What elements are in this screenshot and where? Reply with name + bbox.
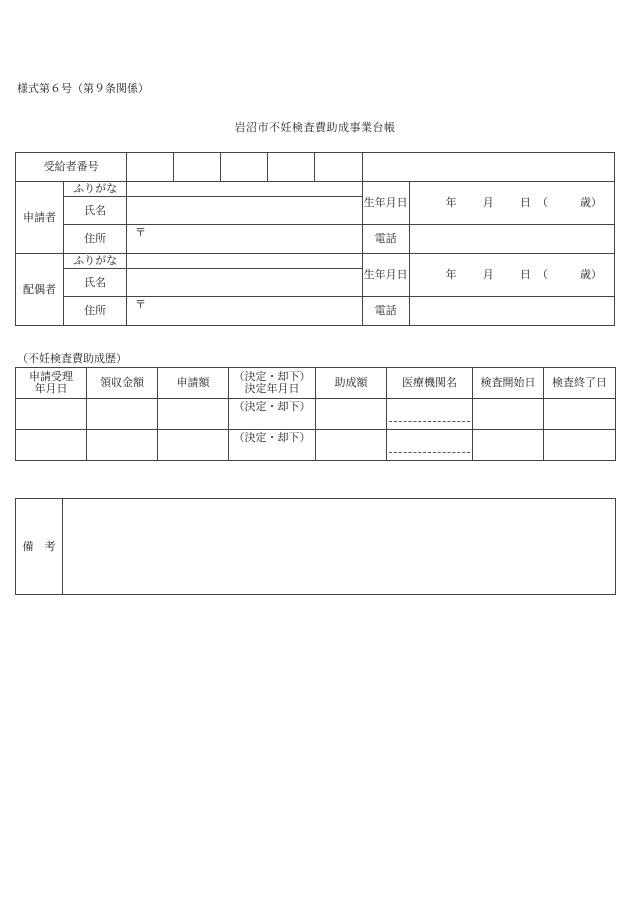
- history-cell[interactable]: [158, 430, 229, 461]
- history-decision-cell[interactable]: [229, 399, 316, 430]
- recipient-number-box[interactable]: [268, 153, 315, 182]
- applicant-table: [15, 152, 615, 326]
- applicant-name-label: 氏名: [64, 197, 127, 225]
- recipient-number-blank: [362, 153, 614, 182]
- recipient-number-label: 受給者番号: [16, 153, 127, 182]
- history-cell[interactable]: [16, 430, 87, 461]
- header-exam-end: 検査終了日: [544, 368, 616, 399]
- birth-month-unit: 月: [482, 196, 494, 209]
- postal-mark-icon: 〒: [135, 298, 147, 311]
- applicant-furigana-label: ふりがな: [64, 182, 127, 197]
- spouse-name-field[interactable]: [127, 269, 362, 297]
- recipient-number-box[interactable]: [174, 153, 221, 182]
- applicant-birthdate-field[interactable]: [409, 182, 614, 225]
- header-receipt-amount: 領収金額: [87, 368, 158, 399]
- decision-placeholder: （決定・却下）: [233, 400, 311, 413]
- applicant-address-field[interactable]: [127, 225, 362, 254]
- birth-age-unit: 歳）: [579, 268, 602, 281]
- spouse-address-field[interactable]: [127, 297, 362, 326]
- history-cell[interactable]: [473, 399, 544, 430]
- applicant-phone-field[interactable]: [409, 225, 614, 254]
- history-institution-cell[interactable]: [387, 430, 473, 461]
- remarks-field[interactable]: [63, 499, 616, 595]
- applicant-address-label: 住所: [64, 225, 127, 254]
- applicant-phone-label: 電話: [362, 225, 409, 254]
- spouse-furigana-label: ふりがな: [64, 254, 127, 269]
- history-table: [15, 367, 616, 461]
- spouse-address-label: 住所: [64, 297, 127, 326]
- postal-mark-icon: 〒: [135, 226, 147, 239]
- birth-month-unit: 月: [482, 268, 494, 281]
- recipient-number-box[interactable]: [315, 153, 362, 182]
- remarks-table: [15, 498, 616, 595]
- birth-year-unit: 年: [445, 268, 457, 281]
- form-number: 様式第６号（第９条関係）: [17, 82, 149, 95]
- birth-year-unit: 年: [445, 196, 457, 209]
- applicant-birthdate-label: 生年月日: [362, 182, 409, 225]
- decision-placeholder: （決定・却下）: [233, 431, 311, 444]
- header-institution: 医療機関名: [387, 368, 473, 399]
- history-cell[interactable]: [316, 430, 387, 461]
- history-cell[interactable]: [16, 399, 87, 430]
- spouse-furigana-field[interactable]: [127, 254, 362, 269]
- spouse-label: 配偶者: [16, 254, 64, 326]
- history-cell[interactable]: [316, 399, 387, 430]
- history-cell[interactable]: [544, 399, 616, 430]
- history-cell[interactable]: [544, 430, 616, 461]
- history-decision-cell[interactable]: [229, 430, 316, 461]
- header-application-amount: 申請額: [158, 368, 229, 399]
- spouse-name-label: 氏名: [64, 269, 127, 297]
- history-caption: （不妊検査費助成歴）: [17, 352, 127, 365]
- remarks-label: 備 考: [16, 499, 63, 595]
- header-exam-start: 検査開始日: [473, 368, 544, 399]
- recipient-number-box[interactable]: [127, 153, 174, 182]
- birth-day-unit: 日（: [519, 268, 554, 281]
- applicant-furigana-field[interactable]: [127, 182, 362, 197]
- history-cell[interactable]: [87, 430, 158, 461]
- spouse-phone-label: 電話: [362, 297, 409, 326]
- history-cell[interactable]: [473, 430, 544, 461]
- history-institution-cell[interactable]: [387, 399, 473, 430]
- applicant-name-field[interactable]: [127, 197, 362, 225]
- page-title: 岩沼市不妊検査費助成事業台帳: [234, 121, 396, 134]
- birth-age-unit: 歳）: [579, 196, 602, 209]
- header-decision-date: （決定・却下） 決定年月日: [229, 368, 316, 399]
- recipient-number-box[interactable]: [221, 153, 268, 182]
- spouse-birthdate-label: 生年月日: [362, 254, 409, 297]
- history-cell[interactable]: [158, 399, 229, 430]
- birth-day-unit: 日（: [519, 196, 554, 209]
- header-subsidy-amount: 助成額: [316, 368, 387, 399]
- applicant-label: 申請者: [16, 182, 64, 254]
- header-received-date: 申請受理 年月日: [16, 368, 87, 399]
- spouse-birthdate-field[interactable]: [409, 254, 614, 297]
- history-cell[interactable]: [87, 399, 158, 430]
- spouse-phone-field[interactable]: [409, 297, 614, 326]
